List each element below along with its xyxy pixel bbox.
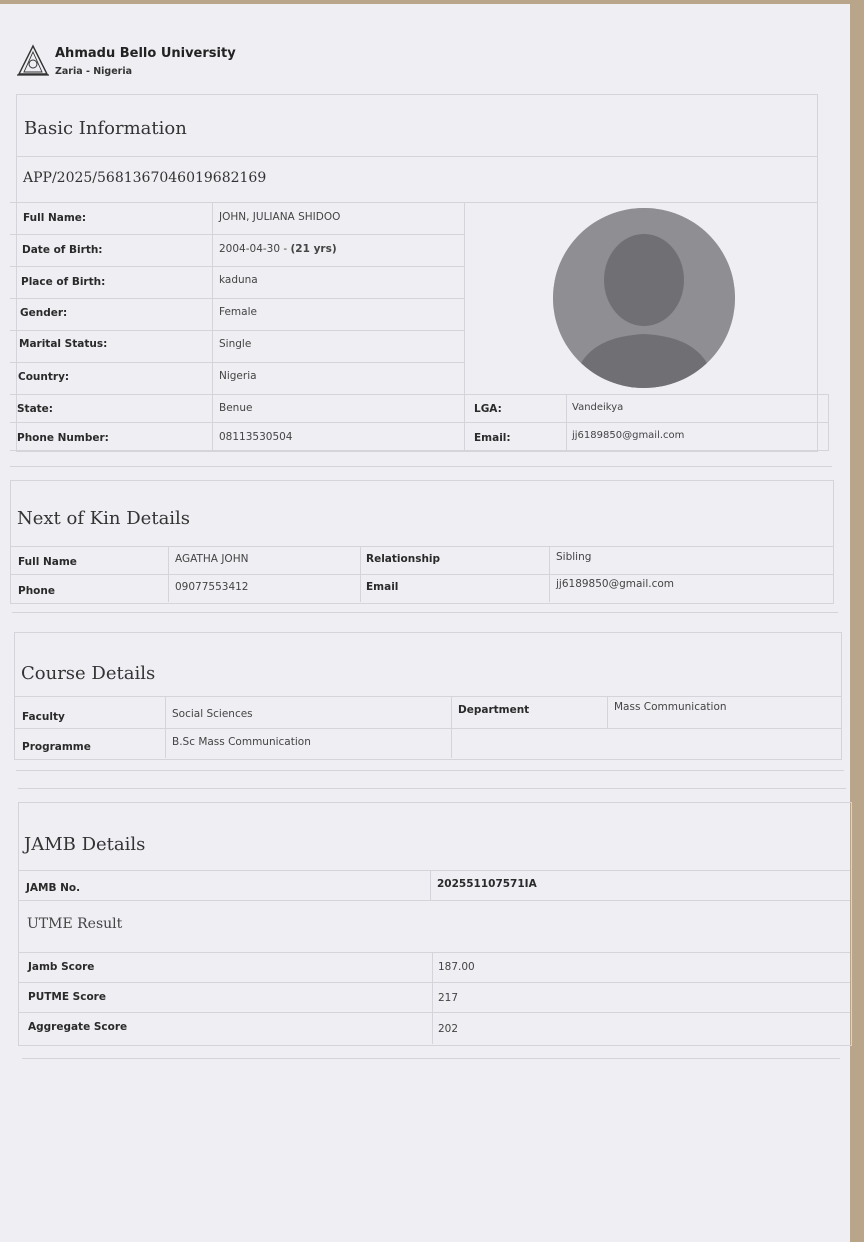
marital-status-value: Single: [219, 338, 252, 350]
department-value: Mass Communication: [614, 701, 727, 713]
pob-value: kaduna: [219, 274, 258, 286]
application-number: APP/2025/5681367046019682169: [23, 170, 267, 186]
next-of-kin-section: [10, 480, 834, 604]
kin-phone-label: Phone: [18, 585, 55, 597]
aggregate-score-label: Aggregate Score: [28, 1021, 128, 1033]
kin-relationship-value: Sibling: [556, 551, 592, 563]
dob-label: Date of Birth:: [22, 244, 103, 256]
university-name: Ahmadu Bello University: [55, 46, 236, 61]
university-location: Zaria - Nigeria: [55, 66, 133, 77]
country-label: Country:: [18, 371, 70, 383]
gender-label: Gender:: [20, 307, 68, 319]
kin-phone-value: 09077553412: [175, 581, 249, 593]
kin-name-value: AGATHA JOHN: [175, 553, 249, 565]
age-value: (21 yrs): [290, 243, 337, 255]
full-name-label: Full Name:: [23, 212, 87, 224]
email-label: Email:: [474, 432, 511, 444]
dob-date: 2004-04-30 -: [219, 243, 291, 255]
phone-label: Phone Number:: [17, 432, 109, 444]
gender-value: Female: [219, 306, 257, 318]
aggregate-score-value: 202: [438, 1023, 459, 1035]
state-value: Benue: [219, 402, 253, 414]
kin-email-label: Email: [366, 581, 399, 593]
jamb-score-value: 187.00: [438, 961, 475, 973]
phone-value: 08113530504: [219, 431, 293, 443]
lga-label: LGA:: [474, 403, 502, 415]
kin-name-label: Full Name: [18, 556, 77, 568]
admission-document: [0, 4, 850, 1242]
profile-silhouette-icon: [553, 208, 735, 388]
university-crest-icon: [16, 44, 50, 78]
jamb-score-label: Jamb Score: [28, 961, 95, 973]
jamb-details-title: JAMB Details: [24, 834, 146, 855]
putme-score-value: 217: [438, 992, 459, 1004]
full-name-value: JOHN, JULIANA SHIDOO: [219, 211, 341, 223]
utme-result-title: UTME Result: [27, 916, 123, 932]
marital-status-label: Marital Status:: [19, 338, 108, 350]
jamb-no-value: 202551107571IA: [437, 878, 537, 890]
course-details-title: Course Details: [21, 663, 156, 684]
kin-email-value: jj6189850@gmail.com: [556, 578, 675, 590]
putme-score-label: PUTME Score: [28, 991, 106, 1003]
dob-value: [219, 243, 337, 255]
country-value: Nigeria: [219, 370, 257, 382]
lga-value: Vandeikya: [572, 402, 624, 413]
kin-relationship-label: Relationship: [366, 553, 441, 565]
email-value: jj6189850@gmail.com: [572, 430, 685, 441]
next-of-kin-title: Next of Kin Details: [17, 508, 191, 529]
jamb-no-label: JAMB No.: [26, 882, 81, 894]
pob-label: Place of Birth:: [21, 276, 106, 288]
programme-value: B.Sc Mass Communication: [172, 736, 311, 748]
faculty-value: Social Sciences: [172, 708, 253, 720]
department-label: Department: [458, 704, 530, 716]
basic-info-title: Basic Information: [24, 118, 187, 139]
state-label: State:: [17, 403, 54, 415]
programme-label: Programme: [22, 741, 91, 753]
faculty-label: Faculty: [22, 711, 65, 723]
